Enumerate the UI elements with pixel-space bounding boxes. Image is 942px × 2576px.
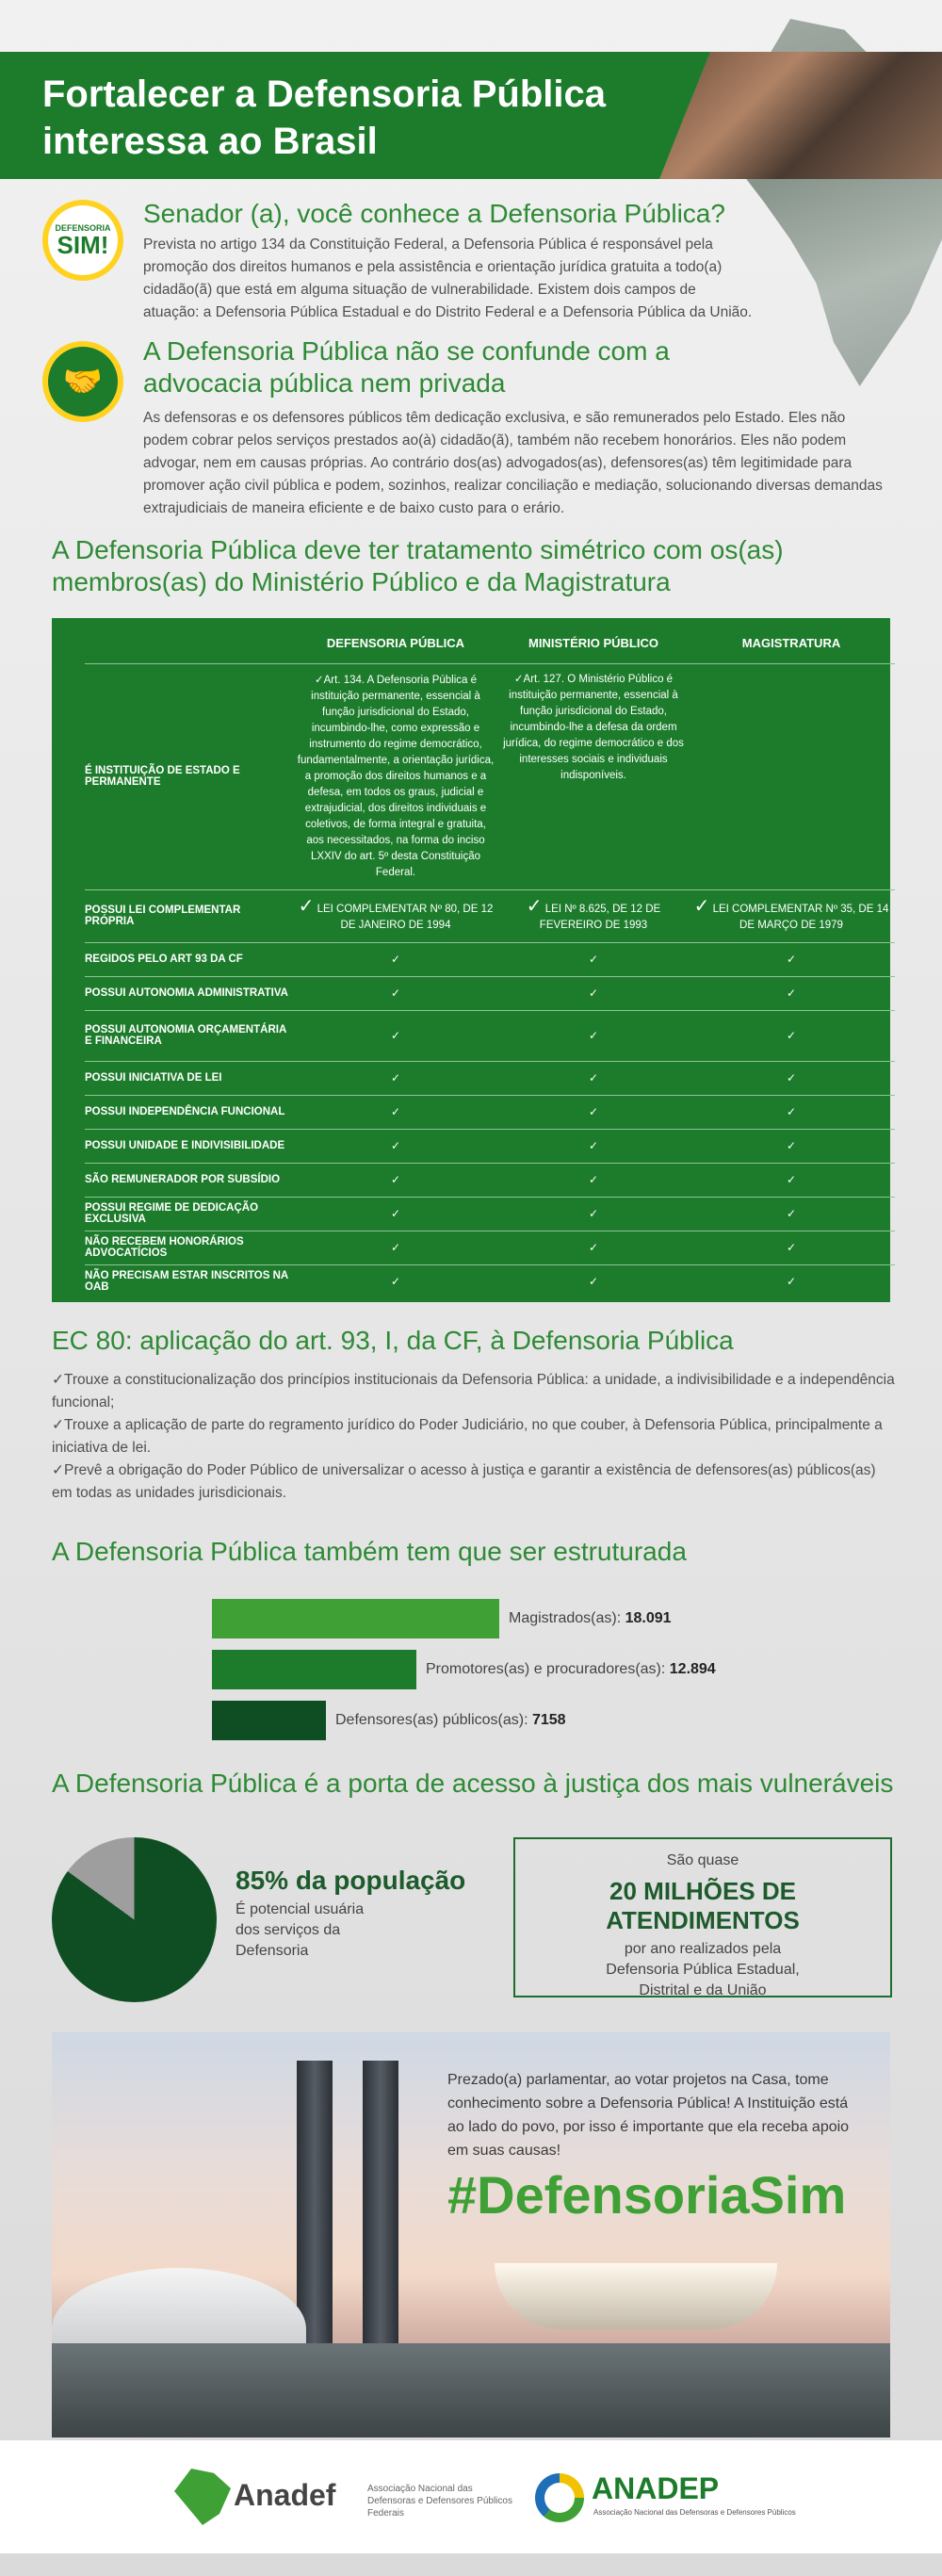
check-icon: ✓ bbox=[292, 1061, 499, 1095]
table-header-empty bbox=[85, 618, 292, 663]
check-icon: ✓ bbox=[526, 895, 543, 917]
section1-title: Senador (a), você conhece a Defensoria Pública? bbox=[143, 199, 725, 228]
check-icon: ✓ bbox=[786, 1275, 797, 1289]
row-label: É INSTITUIÇÃO DE ESTADO E PERMANENTE bbox=[85, 663, 292, 889]
bowl bbox=[495, 2263, 777, 2329]
bar-label-text: Defensores(as) públicos(as): bbox=[335, 1712, 532, 1728]
cell-dp-text: LEI COMPLEMENTAR Nº 80, DE 12 DE JANEIRO DE 1994 bbox=[317, 903, 494, 931]
check-icon: ✓ bbox=[688, 976, 895, 1010]
row-label: POSSUI LEI COMPLEMENTAR PRÓPRIA bbox=[85, 889, 292, 942]
tower-right bbox=[363, 2061, 398, 2343]
cell-dp: ✓Art. 134. A Defensoria Pública é instituição permanente, essencial à função jurisdicional do Estado, incumbindo-lhe, como expressão e instrumento do regime democrático, fundamentalmente, a orientação jurídica, a promoção dos direitos humanos e a defesa, em todos os graus, judicial e extrajudicial, dos direitos individuais e coletivos, de forma integral e gratuita, aos necessitados, na forma do inciso LXXIV do art. 5º desta Constituição Federal. bbox=[292, 663, 499, 889]
anadep-logo-icon bbox=[535, 2473, 584, 2522]
check-icon: ✓ bbox=[688, 1129, 895, 1163]
anadep-logo-inner bbox=[544, 2483, 575, 2513]
check-icon: ✓ bbox=[688, 1163, 895, 1197]
cell-mp bbox=[499, 889, 688, 942]
anadep-logo: ANADEP bbox=[592, 2471, 720, 2505]
check-icon: ✓ bbox=[298, 895, 315, 917]
check-icon: ✓ bbox=[693, 895, 710, 917]
table-row bbox=[85, 1197, 895, 1231]
cell-mag bbox=[688, 663, 895, 889]
table-header-mp: MINISTÉRIO PÚBLICO bbox=[499, 618, 688, 663]
header-photo bbox=[659, 52, 942, 179]
check-icon: ✓ bbox=[688, 942, 895, 976]
check-icon: ✓ bbox=[499, 1129, 688, 1163]
bar-label-text: Promotores(as) e procuradores(as): bbox=[426, 1661, 670, 1677]
ec80-list bbox=[52, 1369, 900, 1505]
table-row bbox=[85, 942, 895, 976]
bar-promotores bbox=[212, 1650, 416, 1689]
cell-mag-text: LEI COMPLEMENTAR Nº 35, DE 14 DE MARÇO DE 1979 bbox=[712, 903, 889, 931]
congress-photo-banner bbox=[52, 2032, 890, 2437]
check-icon: ✓ bbox=[499, 1231, 688, 1264]
check-icon: ✓ bbox=[499, 1163, 688, 1197]
cell-dp bbox=[292, 889, 499, 942]
table-row bbox=[85, 1264, 895, 1298]
section1-body: Prevista no artigo 134 da Constituição Federal, a Defensoria Pública é responsável pela promoção dos direitos humanos e pela assistência e orientação jurídica gratuita a todo(a) cidadão(ã) que está em alguma situação de vulnerabilidade. Existem dois campos de atuação: a Defensoria Pública Estadual e do Distrito Federal e a Defensoria Pública da União. bbox=[143, 236, 753, 320]
icon-line2: SIM! bbox=[57, 231, 109, 259]
check-icon: ✓ bbox=[688, 1061, 895, 1095]
table-header-row bbox=[85, 618, 895, 663]
table-row bbox=[85, 976, 895, 1010]
population-stat bbox=[236, 1866, 480, 1962]
bar-value: 18.091 bbox=[625, 1610, 672, 1626]
header-banner bbox=[0, 52, 942, 179]
table-row bbox=[85, 889, 895, 942]
check-icon: ✓ bbox=[292, 1163, 499, 1197]
box-top: São quase bbox=[666, 1852, 739, 1868]
check-icon: ✓ bbox=[292, 1095, 499, 1129]
bar-label-magistrados bbox=[509, 1599, 672, 1639]
check-icon: ✓ bbox=[688, 1197, 895, 1231]
check-icon: ✓ bbox=[292, 976, 499, 1010]
check-icon: ✓ bbox=[292, 1231, 499, 1264]
check-icon: ✓ bbox=[499, 1197, 688, 1231]
row-label: POSSUI AUTONOMIA ADMINISTRATIVA bbox=[85, 976, 292, 1010]
check-icon: ✓ bbox=[292, 1129, 499, 1163]
table-row bbox=[85, 1061, 895, 1095]
section5-title: A Defensoria Pública também tem que ser estruturada bbox=[52, 1537, 687, 1566]
cell-mag bbox=[688, 889, 895, 942]
bar-label-defensores bbox=[335, 1701, 566, 1740]
check-icon: ✓ bbox=[292, 942, 499, 976]
check-icon: ✓ bbox=[390, 1275, 401, 1289]
comparison-table bbox=[52, 618, 890, 1302]
cell-mp: ✓Art. 127. O Ministério Público é instituição permanente, essencial à função jurisdicional do Estado, incumbindo-lhe a defesa da ordem jurídica, do regime democrático e dos interesses sociais e individuais indisponíveis. bbox=[499, 663, 688, 889]
bar-defensores bbox=[212, 1701, 326, 1740]
box-small: por ano realizados pela Defensoria Pública Estadual, Distrital e da União bbox=[606, 1941, 800, 1998]
bar-magistrados bbox=[212, 1599, 499, 1639]
anadef-logo: Anadef bbox=[234, 2478, 336, 2512]
banner-text: Prezado(a) parlamentar, ao votar projetos na Casa, tome conhecimento sobre a Defensoria Pública! A Instituição está ao lado do povo, por isso é importante que ela receba apoio em suas causas! bbox=[447, 2072, 850, 2159]
check-icon: ✓ bbox=[499, 1010, 688, 1061]
check-icon: ✓ bbox=[292, 1197, 499, 1231]
list-item: ✓Prevê a obrigação do Poder Público de universalizar o acesso à justiça e garantir a existência de defensores(as) públicos(as) em todas as unidades jurisdicionais. bbox=[52, 1462, 876, 1501]
check-icon: ✓ bbox=[499, 1061, 688, 1095]
row-label: NÃO RECEBEM HONORÁRIOS ADVOCATÍCIOS bbox=[85, 1231, 292, 1264]
section2-title: A Defensoria Pública não se confunde com a advocacia pública nem privada bbox=[143, 336, 670, 398]
bar-value: 12.894 bbox=[669, 1661, 716, 1677]
anadef-subtitle: Associação Nacional das Defensoras e Defensores Públicos Federais bbox=[367, 2484, 512, 2519]
table-row bbox=[85, 1129, 895, 1163]
handshake-glyph: 🤝 bbox=[62, 364, 104, 399]
section2-body: As defensoras e os defensores públicos têm dedicação exclusiva, e são remunerados pelo Estado. Eles não podem cobrar pelos serviços prestados ao(à) cidadão(ã), também não recebem honorários. Eles não podem advogar, nem em causas próprias. Ao contrário dos(as) advogados(as), defensores(as) têm legitimidade para promover ação civil pública e podem, sozinhos, realizar conciliação e mediação, solucionando diversas demandas extrajudiciais de maneira eficiente e de baixo custo para o erário. bbox=[143, 410, 883, 516]
cell-mp-text: LEI Nº 8.625, DE 12 DE FEVEREIRO DE 1993 bbox=[539, 903, 661, 931]
check-icon: ✓ bbox=[688, 1231, 895, 1264]
page-title: Fortalecer a Defensoria Pública interessa ao Brasil bbox=[42, 73, 607, 162]
defensoria-sim-icon bbox=[42, 200, 123, 281]
table-row bbox=[85, 1095, 895, 1129]
table-row bbox=[85, 663, 895, 889]
list-item: ✓Trouxe a constitucionalização dos princípios institucionais da Defensoria Pública: a unidade, a indivisibilidade e a independência funcional; bbox=[52, 1372, 895, 1410]
row-label: POSSUI REGIME DE DEDICAÇÃO EXCLUSIVA bbox=[85, 1197, 292, 1231]
table-row bbox=[85, 1010, 895, 1061]
table-header-mag: MAGISTRATURA bbox=[688, 618, 895, 663]
tower-left bbox=[297, 2061, 333, 2343]
row-label: POSSUI AUTONOMIA ORÇAMENTÁRIA E FINANCEIRA bbox=[85, 1010, 292, 1061]
section3-title: A Defensoria Pública deve ter tratamento simétrico com os(as) membros(as) do Ministério Público e da Magistratura bbox=[52, 535, 784, 596]
row-label: POSSUI UNIDADE E INDIVISIBILIDADE bbox=[85, 1129, 292, 1163]
section6-title: A Defensoria Pública é a porta de acesso à justiça dos mais vulneráveis bbox=[52, 1769, 894, 1798]
check-icon: ✓ bbox=[292, 1010, 499, 1061]
check-icon: ✓ bbox=[499, 1095, 688, 1129]
stat-small: É potencial usuária dos serviços da Defensoria bbox=[236, 1901, 365, 1959]
bar-label-text: Magistrados(as): bbox=[509, 1610, 625, 1626]
check-icon: ✓ bbox=[499, 942, 688, 976]
row-label: SÃO REMUNERADOR POR SUBSÍDIO bbox=[85, 1163, 292, 1197]
check-icon: ✓ bbox=[688, 1095, 895, 1129]
bar-value: 7158 bbox=[531, 1712, 566, 1728]
row-label: POSSUI INDEPENDÊNCIA FUNCIONAL bbox=[85, 1095, 292, 1129]
row-label: REGIDOS PELO ART 93 DA CF bbox=[85, 942, 292, 976]
anadep-subtitle: Associação Nacional das Defensoras e Defensores Públicos bbox=[593, 2508, 796, 2517]
hashtag: #DefensoriaSim bbox=[447, 2165, 847, 2225]
check-icon: ✓ bbox=[688, 1010, 895, 1061]
population-pie-chart bbox=[52, 1837, 217, 2002]
esplanade bbox=[52, 2343, 890, 2437]
brazil-map-logo-icon bbox=[174, 2469, 231, 2525]
attendance-stat-box bbox=[513, 1837, 892, 1997]
section4-title: EC 80: aplicação do art. 93, I, da CF, à Defensoria Pública bbox=[52, 1326, 734, 1355]
bar-label-promotores bbox=[426, 1650, 716, 1689]
footer bbox=[0, 2440, 942, 2553]
icon-line1: DEFENSORIA bbox=[55, 223, 111, 233]
table-row bbox=[85, 1231, 895, 1264]
table-header-dp: DEFENSORIA PÚBLICA bbox=[292, 618, 499, 663]
row-label: POSSUI INICIATIVA DE LEI bbox=[85, 1061, 292, 1095]
check-icon: ✓ bbox=[588, 1275, 599, 1289]
table-row bbox=[85, 1163, 895, 1197]
box-big: 20 MILHÕES DE ATENDIMENTOS bbox=[606, 1877, 800, 1934]
list-item: ✓Trouxe a aplicação de parte do regramento jurídico do Poder Judiciário, no que couber, à Defensoria Pública, principalmente a iniciativa de lei. bbox=[52, 1417, 883, 1456]
row-label: NÃO PRECISAM ESTAR INSCRITOS NA OAB bbox=[85, 1270, 288, 1294]
check-icon: ✓ bbox=[499, 976, 688, 1010]
handshake-icon bbox=[42, 341, 123, 422]
stat-big: 85% da população bbox=[236, 1866, 466, 1895]
